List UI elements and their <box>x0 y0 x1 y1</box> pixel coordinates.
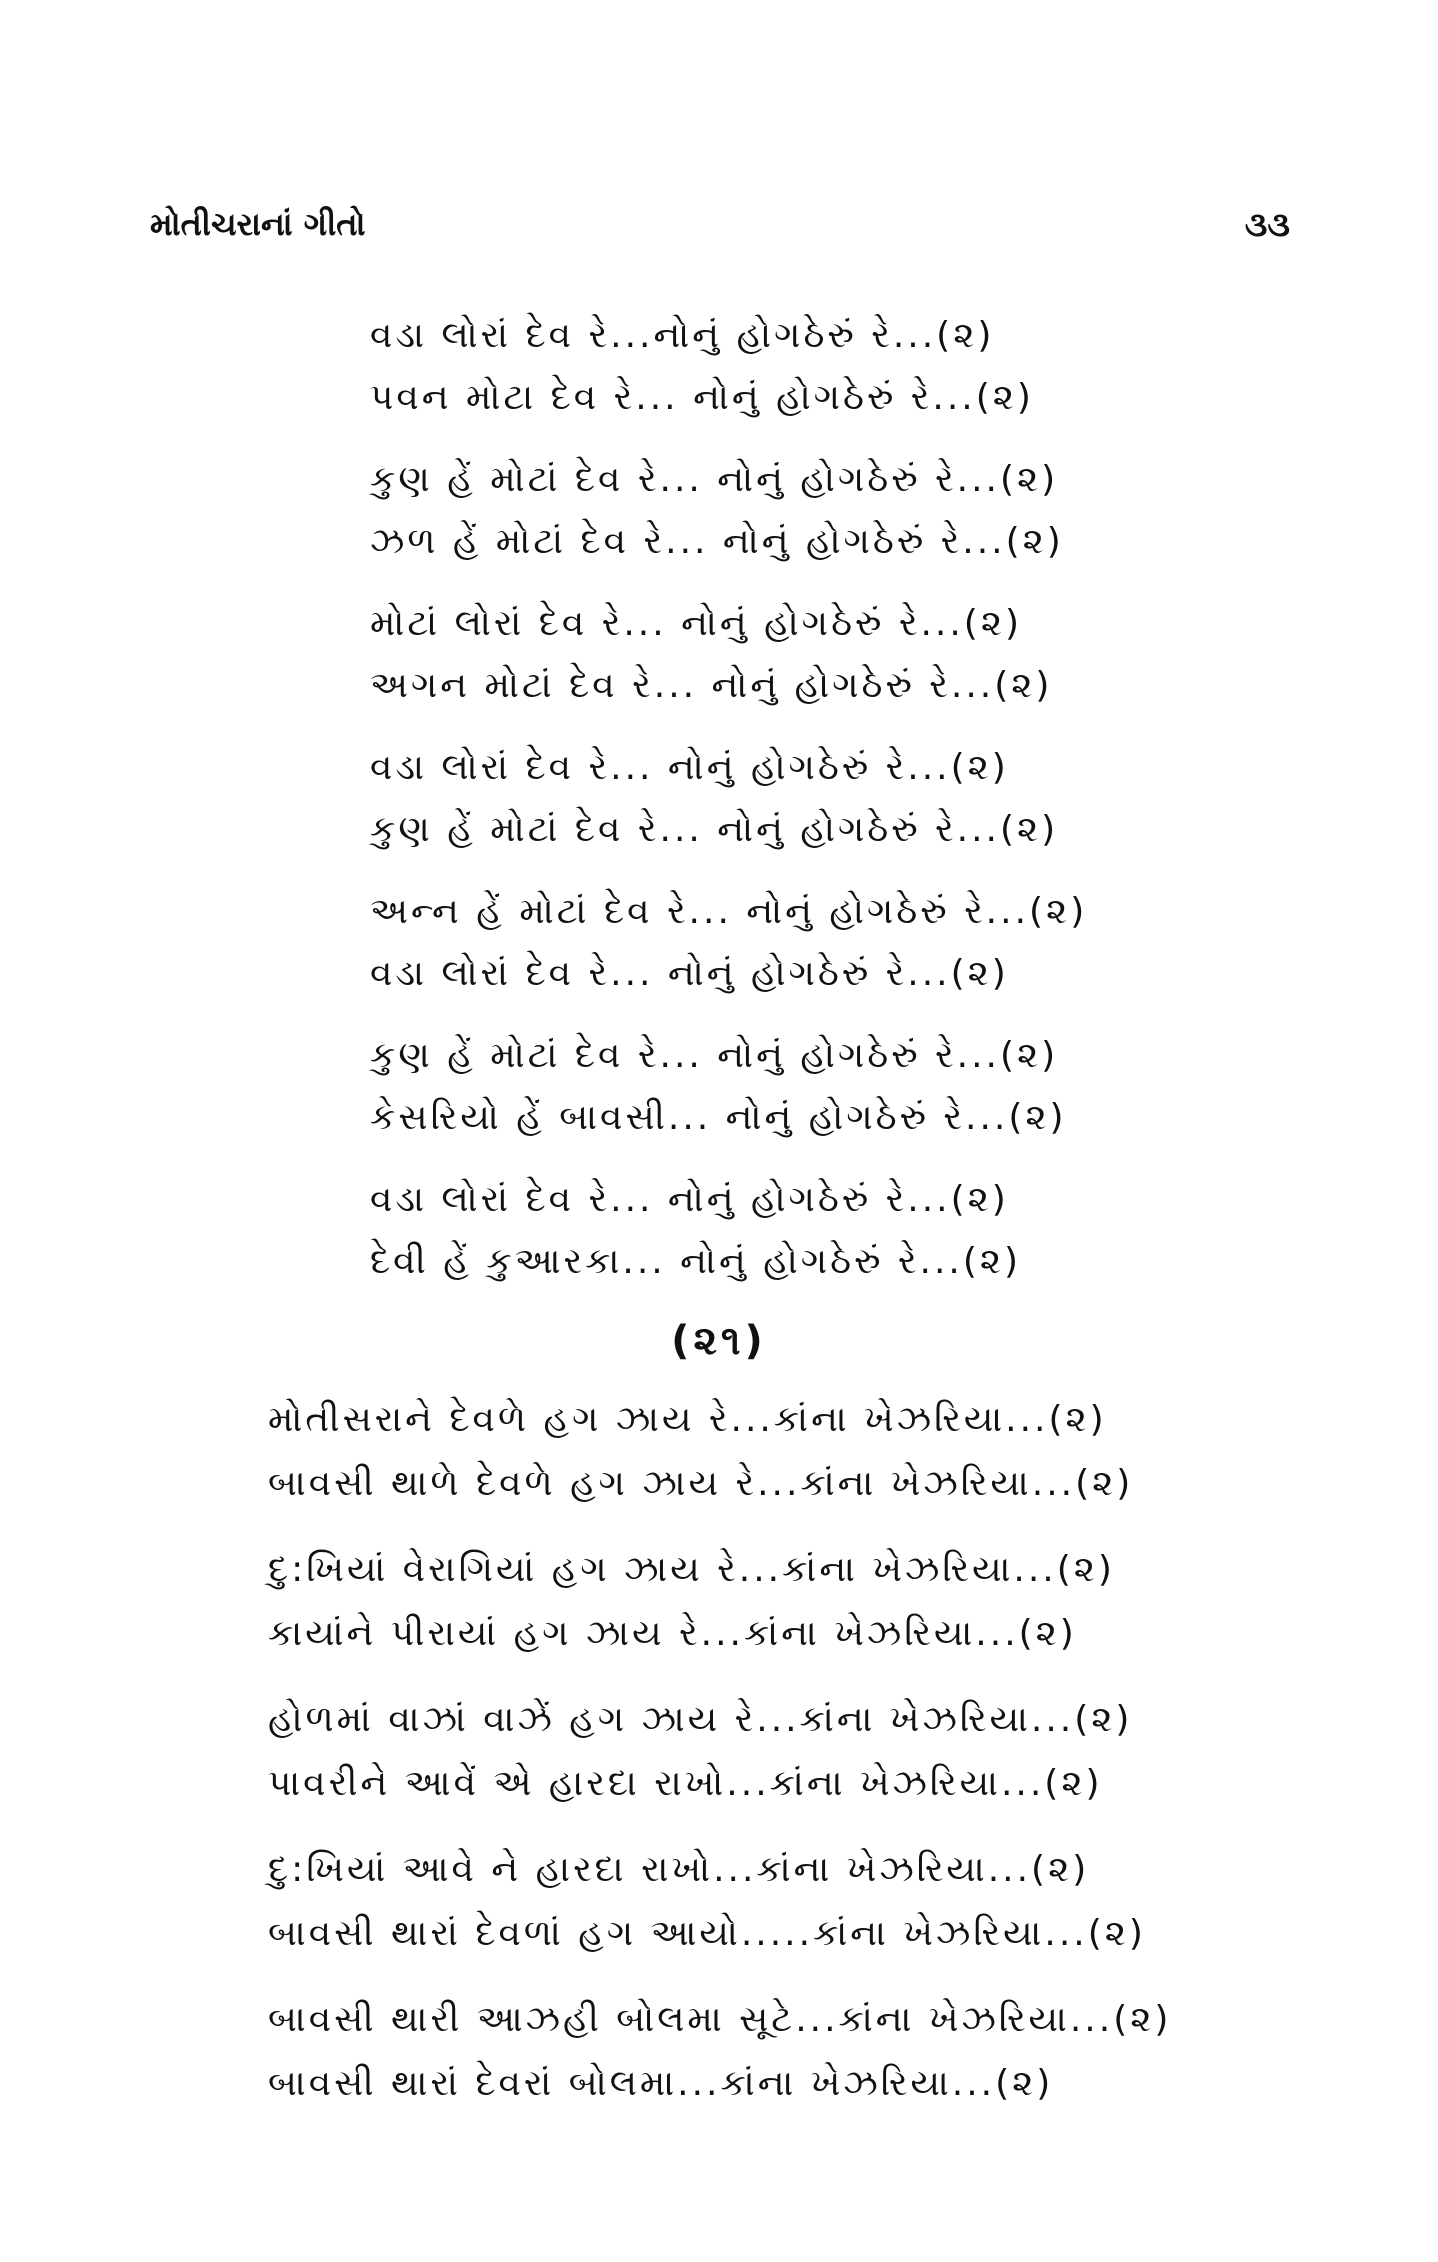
song-number-heading: (૨૧) <box>671 1318 767 1364</box>
verse-line: બાવસી થારાં દેવરાં બોલમા...કાંના ખેઝરિયા...(૨) <box>268 2063 1054 2104</box>
stanza <box>370 305 1090 429</box>
book-title: મોતીચરાનાં ગીતો <box>150 205 366 243</box>
stanza <box>268 1838 1168 1966</box>
stanza <box>370 1169 1090 1293</box>
verse-line: દેવી હેં કુઆરકા... નોનું હોગઠેરું રે...(૨) <box>370 1241 1022 1282</box>
song-20-continued <box>370 305 1090 1313</box>
verse-line: વડા લોરાં દેવ રે... નોનું હોગઠેરું રે...(૨) <box>370 1179 1009 1220</box>
verse-line: ઝળ હેં મોટાં દેવ રે... નોનું હોગઠેરું રે...(૨) <box>370 521 1064 562</box>
verse-line: દુ:ખિયાં આવે ને હારદા રાખો...કાંના ખેઝરિયા...(૨) <box>268 1849 1090 1890</box>
verse-line: દુ:ખિયાં વેરાગિયાં હગ ઝાય રે...કાંના ખેઝરિયા...(૨) <box>268 1549 1115 1590</box>
stanza <box>370 593 1090 717</box>
stanza <box>370 881 1090 1005</box>
verse-line: હોળમાં વાઝાં વાઝેં હગ ઝાય રે...કાંના ખેઝરિયા...(૨) <box>268 1699 1133 1740</box>
stanza <box>370 1025 1090 1149</box>
verse-line: કેસરિયો હેં બાવસી... નોનું હોગઠેરું રે...(૨) <box>370 1097 1067 1138</box>
verse-line: અન્ન હેં મોટાં દેવ રે... નોનું હોગઠેરું રે...(૨) <box>370 891 1088 932</box>
stanza <box>268 1538 1168 1666</box>
verse-line: બાવસી થાળે દેવળે હગ ઝાય રે...કાંના ખેઝરિયા...(૨) <box>268 1463 1134 1504</box>
running-header <box>150 205 1290 265</box>
verse-line: પાવરીને આવેં એ હારદા રાખો...કાંના ખેઝરિયા...(૨) <box>268 1763 1103 1804</box>
verse-line: વડા લોરાં દેવ રે... નોનું હોગઠેરું રે...(૨) <box>370 953 1009 994</box>
stanza <box>370 737 1090 861</box>
stanza <box>268 1988 1172 2116</box>
verse-line: મોટાં લોરાં દેવ રે... નોનું હોગઠેરું રે...(૨) <box>370 603 1023 644</box>
verse-line: કુણ હેં મોટાં દેવ રે... નોનું હોગઠેરું રે...(૨) <box>370 1035 1059 1076</box>
stanza <box>268 1388 1168 1516</box>
stanza <box>370 449 1090 573</box>
verse-line: કુણ હેં મોટાં દેવ રે... નોનું હોગઠેરું રે...(૨) <box>370 459 1059 500</box>
song-21 <box>268 1388 1172 2138</box>
verse-line: બાવસી થારાં દેવળાં હગ આયો.....કાંના ખેઝરિયા...(૨) <box>268 1913 1146 1954</box>
verse-line: કાયાંને પીરાયાં હગ ઝાય રે...કાંના ખેઝરિયા...(૨) <box>268 1613 1077 1654</box>
page-number: ૩૩ <box>1244 205 1290 245</box>
verse-line: અગન મોટાં દેવ રે... નોનું હોગઠેરું રે...(૨) <box>370 665 1053 706</box>
verse-line: કુણ હેં મોટાં દેવ રે... નોનું હોગઠેરું રે...(૨) <box>370 809 1059 850</box>
stanza <box>268 1688 1168 1816</box>
verse-line: વડા લોરાં દેવ રે... નોનું હોગઠેરું રે...(૨) <box>370 747 1009 788</box>
verse-line: પવન મોટા દેવ રે... નોનું હોગઠેરું રે...(૨) <box>370 377 1034 418</box>
verse-line: વડા લોરાં દેવ રે...નોનું હોગઠેરું રે...(૨) <box>370 315 995 356</box>
verse-line: મોતીસરાને દેવળે હગ ઝાય રે...કાંના ખેઝરિયા...(૨) <box>268 1399 1107 1440</box>
verse-line: બાવસી થારી આઝહી બોલમા સૂટે...કાંના ખેઝરિયા...(૨) <box>268 1999 1172 2040</box>
